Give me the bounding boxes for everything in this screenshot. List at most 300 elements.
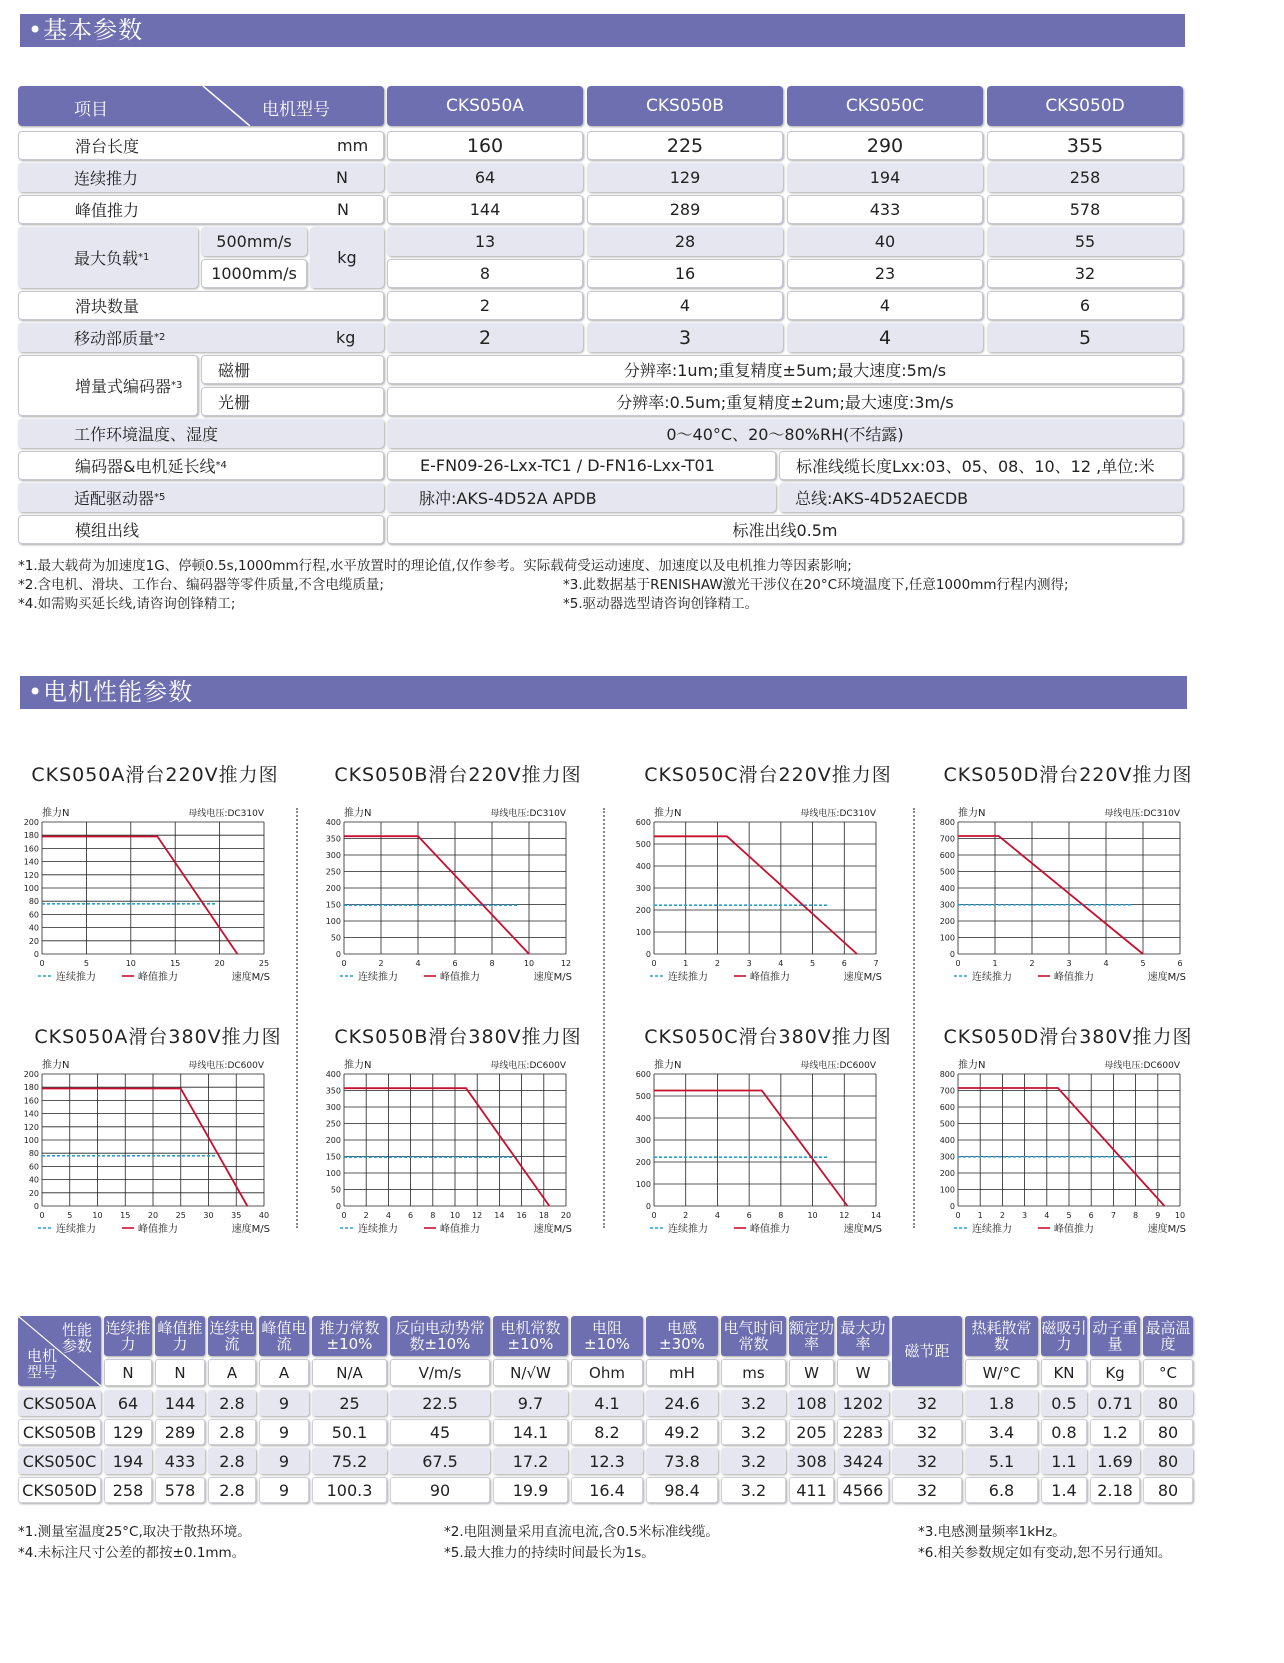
chart-xlabel: 速度M/S (1147, 972, 1186, 983)
chart-ylabel: 推力N (344, 1060, 372, 1071)
row-label: 连续推力 (74, 169, 139, 188)
environment-value: 0～40°C、20～80%RH(不结露) (387, 419, 1183, 448)
chart-title: CKS050B滑台380V推力图 (334, 1026, 582, 1048)
perf-header-cell: 磁节距 (892, 1316, 962, 1386)
perf-value-cell: 578 (155, 1477, 205, 1503)
value-cell: 160 (387, 131, 583, 160)
y-tick-label: 180 (23, 831, 39, 841)
perf-value-cell: 49.2 (646, 1419, 718, 1445)
value-cell: 28 (587, 227, 783, 256)
row-moving-mass (18, 323, 384, 352)
perf-value-cell: 2.8 (208, 1419, 256, 1445)
chart-bus-voltage: 母线电压:DC600V (490, 1061, 566, 1071)
y-tick-label: 200 (939, 1169, 955, 1178)
perf-header-cell: 反向电动势常数±10% (390, 1316, 490, 1356)
y-tick-label: 120 (23, 1122, 39, 1132)
x-tick-label: 5 (810, 959, 816, 968)
chart-xlabel: 速度M/S (533, 972, 572, 983)
perf-value-cell: 32 (892, 1448, 962, 1474)
row-continuous-force (18, 163, 384, 192)
y-tick-label: 40 (28, 923, 39, 933)
thrust-chart-a-220v (14, 800, 276, 986)
chart-xlabel: 速度M/S (843, 972, 882, 983)
thrust-chart-b-380v (316, 1052, 578, 1238)
x-tick-label: 9 (1155, 1211, 1161, 1220)
perf-header-cell: 连续电流 (208, 1316, 256, 1356)
section-title-performance: •电机性能参数 (20, 676, 1187, 709)
perf-unit-cell: N/√W (493, 1359, 568, 1386)
y-tick-label: 80 (28, 1149, 39, 1159)
perf-row-model: CKS050C (18, 1448, 101, 1474)
value-cell: 2 (387, 323, 583, 352)
y-tick-label: 500 (939, 1119, 955, 1129)
y-tick-label: 120 (23, 870, 39, 880)
perf-value-cell: 289 (155, 1419, 205, 1445)
chart-bus-voltage: 母线电压:DC600V (800, 1061, 876, 1071)
divider (913, 808, 915, 1228)
perf-header-cell: 动子重量 (1090, 1316, 1140, 1356)
header-model-a: CKS050A (387, 86, 583, 126)
x-tick-label: 4 (415, 959, 421, 968)
perf-corner (18, 1316, 101, 1386)
y-tick-label: 200 (939, 917, 955, 926)
perf-value-cell: 2.8 (208, 1448, 256, 1474)
y-tick-label: 100 (635, 1180, 651, 1189)
perf-value-cell: 144 (155, 1390, 205, 1416)
y-tick-label: 300 (939, 1152, 955, 1162)
corner-bottom-label: 电机型号 (26, 1347, 57, 1381)
footnote-mark: *2 (154, 332, 166, 343)
perf-note-6: *6.相关参数规定如有变动,恕不另行通知。 (918, 1545, 1172, 1561)
series-peak-force (344, 836, 529, 954)
x-tick-label: 2 (378, 959, 384, 968)
perf-value-cell: 1.69 (1090, 1448, 1140, 1474)
perf-unit-cell: A (208, 1359, 256, 1386)
x-tick-label: 30 (203, 1211, 214, 1220)
y-tick-label: 100 (635, 928, 651, 937)
y-tick-label: 400 (325, 818, 341, 827)
chart-ylabel: 推力N (654, 808, 682, 819)
y-tick-label: 20 (28, 1188, 39, 1198)
header-model-d: CKS050D (987, 86, 1183, 126)
perf-row-model: CKS050B (18, 1419, 101, 1445)
x-tick-label: 12 (472, 1211, 483, 1220)
y-tick-label: 200 (325, 1136, 341, 1145)
divider (603, 808, 605, 1228)
y-tick-label: 800 (939, 818, 955, 827)
perf-value-cell: 73.8 (646, 1448, 718, 1474)
perf-value-cell: 3.2 (721, 1477, 786, 1503)
y-tick-label: 200 (635, 1158, 651, 1167)
perf-value-cell: 9 (259, 1448, 309, 1474)
x-tick-label: 3 (746, 959, 752, 968)
series-peak-force (958, 836, 1143, 954)
chart-bus-voltage: 母线电压:DC310V (490, 809, 566, 819)
x-tick-label: 8 (430, 1211, 436, 1220)
perf-value-cell: 64 (104, 1390, 152, 1416)
legend-peak-label: 峰值推力 (138, 972, 178, 983)
x-tick-label: 8 (778, 1211, 784, 1220)
perf-value-cell: 1.1 (1041, 1448, 1087, 1474)
perf-header-cell: 电阻±10% (571, 1316, 643, 1356)
row-label: 适配驱动器 (74, 489, 155, 508)
y-tick-label: 400 (635, 862, 651, 871)
y-tick-label: 300 (325, 851, 341, 860)
y-tick-label: 150 (325, 900, 341, 910)
value-cell: 4 (787, 291, 983, 320)
x-tick-label: 15 (170, 959, 181, 968)
value-cell: 23 (787, 259, 983, 288)
y-tick-label: 100 (939, 933, 955, 943)
value-cell: 289 (587, 195, 783, 224)
series-peak-force (42, 837, 237, 954)
row-peak-force (18, 195, 384, 224)
y-tick-label: 0 (949, 950, 955, 959)
perf-value-cell: 2283 (837, 1419, 889, 1445)
row-label: 工作环境温度、湿度 (74, 425, 219, 444)
perf-value-cell: 3.2 (721, 1390, 786, 1416)
row-environment (18, 419, 384, 448)
y-tick-label: 100 (23, 884, 39, 893)
value-cell: 5 (987, 323, 1183, 352)
perf-value-cell: 194 (104, 1448, 152, 1474)
x-tick-label: 4 (1103, 959, 1109, 968)
y-tick-label: 0 (33, 1202, 39, 1211)
y-tick-label: 300 (635, 884, 651, 893)
header-model-c: CKS050C (787, 86, 983, 126)
value-cell: 225 (587, 131, 783, 160)
perf-value-cell: 8.2 (571, 1419, 643, 1445)
row-outlet (18, 515, 384, 544)
perf-value-cell: 3.2 (721, 1419, 786, 1445)
perf-header-cell: 最高温度 (1143, 1316, 1193, 1356)
chart-xlabel: 速度M/S (533, 1224, 572, 1235)
perf-note-4: *4.未标注尺寸公差的都按±0.1mm。 (18, 1545, 246, 1561)
x-tick-label: 10 (92, 1211, 103, 1220)
perf-value-cell: 433 (155, 1448, 205, 1474)
perf-header-cell: 热耗散常数 (965, 1316, 1038, 1356)
perf-value-cell: 5.1 (965, 1448, 1038, 1474)
note-1: *1.最大载荷为加速度1G、停顿0.5s,1000mm行程,水平放置时的理论值,仅作参考。实际载荷受运动速度、加速度以及电机推力等因素影响; (18, 558, 852, 574)
series-peak-force (654, 836, 857, 954)
chart-bus-voltage: 母线电压:DC310V (800, 809, 876, 819)
row-driver (18, 483, 384, 512)
perf-value-cell: 14.1 (493, 1419, 568, 1445)
chart-title: CKS050C滑台380V推力图 (644, 1026, 892, 1048)
x-tick-label: 8 (489, 959, 495, 968)
x-tick-label: 16 (516, 1211, 527, 1220)
encoder-optical: 光栅 (201, 387, 384, 416)
x-tick-label: 2 (999, 1211, 1005, 1220)
y-tick-label: 0 (33, 950, 39, 959)
y-tick-label: 250 (325, 867, 341, 877)
legend-continuous-label: 连续推力 (56, 1224, 96, 1235)
perf-value-cell: 80 (1143, 1477, 1193, 1503)
perf-note-3: *3.电感测量频率1kHz。 (918, 1524, 1066, 1540)
value-cell: 194 (787, 163, 983, 192)
x-tick-label: 6 (841, 959, 847, 968)
y-tick-label: 100 (939, 1185, 955, 1195)
x-tick-label: 14 (870, 1211, 882, 1220)
perf-unit-cell: W (837, 1359, 889, 1386)
y-tick-label: 100 (23, 1136, 39, 1145)
perf-value-cell: 90 (390, 1477, 490, 1503)
x-tick-label: 5 (67, 1211, 73, 1220)
y-tick-label: 200 (23, 1070, 39, 1079)
x-tick-label: 20 (214, 959, 225, 968)
chart-title: CKS050D滑台220V推力图 (943, 764, 1193, 786)
perf-header-cell: 电机常数±10% (493, 1316, 568, 1356)
x-tick-label: 0 (39, 1211, 45, 1220)
perf-unit-cell: °C (1143, 1359, 1193, 1386)
perf-value-cell: 3.2 (721, 1448, 786, 1474)
x-tick-label: 0 (955, 959, 961, 968)
x-tick-label: 6 (746, 1211, 752, 1220)
y-tick-label: 140 (23, 857, 39, 867)
perf-value-cell: 80 (1143, 1448, 1193, 1474)
legend-peak-label: 峰值推力 (440, 1224, 480, 1235)
legend-continuous-label: 连续推力 (668, 972, 708, 983)
y-tick-label: 300 (325, 1103, 341, 1112)
perf-header-cell: 电感±30% (646, 1316, 718, 1356)
x-tick-label: 6 (1177, 959, 1183, 968)
y-tick-label: 600 (939, 851, 955, 860)
y-tick-label: 400 (939, 1136, 955, 1145)
max-load-unit: kg (310, 227, 384, 288)
x-tick-label: 10 (1174, 1211, 1186, 1220)
chart-bus-voltage: 母线电压:DC310V (1104, 809, 1180, 819)
legend-peak-label: 峰值推力 (440, 972, 480, 983)
x-tick-label: 5 (83, 959, 89, 968)
perf-unit-cell: W/°C (965, 1359, 1038, 1386)
value-cell: 13 (387, 227, 583, 256)
perf-value-cell: 9.7 (493, 1390, 568, 1416)
chart-bus-voltage: 母线电压:DC310V (188, 809, 264, 819)
legend-continuous-label: 连续推力 (668, 1224, 708, 1235)
value-cell: 3 (587, 323, 783, 352)
legend-peak-label: 峰值推力 (750, 1224, 790, 1235)
row-unit: kg (336, 328, 356, 347)
perf-value-cell: 4566 (837, 1477, 889, 1503)
y-tick-label: 400 (325, 1070, 341, 1079)
perf-row-model: CKS050A (18, 1390, 101, 1416)
thrust-chart-d-380v (930, 1052, 1192, 1238)
perf-note-1: *1.测量室温度25°C,取决于散热环境。 (18, 1524, 251, 1540)
perf-value-cell: 67.5 (390, 1448, 490, 1474)
perf-unit-cell: W (789, 1359, 834, 1386)
header-item-label: 项目 (74, 100, 108, 120)
perf-note-5: *5.最大推力的持续时间最长为1s。 (444, 1545, 655, 1561)
perf-unit-cell: N/A (312, 1359, 387, 1386)
row-encoder (18, 355, 198, 416)
x-tick-label: 6 (452, 959, 458, 968)
y-tick-label: 300 (939, 900, 955, 910)
chart-title: CKS050D滑台380V推力图 (943, 1026, 1193, 1048)
value-cell: 433 (787, 195, 983, 224)
perf-value-cell: 3.4 (965, 1419, 1038, 1445)
chart-xlabel: 速度M/S (1147, 1224, 1186, 1235)
perf-value-cell: 32 (892, 1477, 962, 1503)
perf-value-cell: 2.8 (208, 1390, 256, 1416)
value-cell: 258 (987, 163, 1183, 192)
y-tick-label: 50 (330, 933, 341, 943)
perf-value-cell: 205 (789, 1419, 834, 1445)
note-2: *2.含电机、滑块、工作台、编码器等零件质量,不含电缆质量; (18, 577, 384, 593)
y-tick-label: 350 (325, 834, 341, 844)
chart-bus-voltage: 母线电压:DC600V (188, 1061, 264, 1071)
note-4: *4.如需购买延长线,请咨询创锋精工; (18, 596, 236, 612)
value-cell: 144 (387, 195, 583, 224)
driver-bus: 总线:AKS-4D52AECDB (779, 483, 1183, 512)
extension-cable-length: 标准线缆长度Lxx:03、05、08、10、12 ,单位:米 (779, 451, 1183, 480)
perf-header-cell: 电气时间常数 (721, 1316, 786, 1356)
chart-title: CKS050B滑台220V推力图 (334, 764, 582, 786)
y-tick-label: 160 (23, 844, 39, 854)
table-header-item-model (18, 86, 384, 126)
perf-header-cell: 推力常数±10% (312, 1316, 387, 1356)
chart-ylabel: 推力N (42, 808, 70, 819)
y-tick-label: 350 (325, 1086, 341, 1096)
x-tick-label: 0 (341, 1211, 347, 1220)
chart-xlabel: 速度M/S (843, 1224, 882, 1235)
y-tick-label: 500 (939, 867, 955, 877)
legend-peak-label: 峰值推力 (1054, 1224, 1094, 1235)
thrust-chart-b-220v (316, 800, 578, 986)
perf-unit-cell: N (155, 1359, 205, 1386)
y-tick-label: 600 (939, 1103, 955, 1112)
x-tick-label: 14 (494, 1211, 505, 1220)
y-tick-label: 400 (939, 884, 955, 893)
y-tick-label: 200 (635, 906, 651, 915)
perf-value-cell: 308 (789, 1448, 834, 1474)
row-label: 最大负载 (74, 249, 139, 268)
x-tick-label: 0 (341, 959, 347, 968)
y-tick-label: 0 (645, 1202, 651, 1211)
chart-ylabel: 推力N (344, 808, 372, 819)
x-tick-label: 0 (651, 1211, 657, 1220)
x-tick-label: 4 (714, 1211, 720, 1220)
value-cell: 40 (787, 227, 983, 256)
perf-value-cell: 9 (259, 1419, 309, 1445)
perf-unit-cell: KN (1041, 1359, 1087, 1386)
x-tick-label: 12 (560, 959, 572, 968)
perf-unit-cell: mH (646, 1359, 718, 1386)
y-tick-label: 200 (325, 884, 341, 893)
perf-header-cell: 连续推力 (104, 1316, 152, 1356)
value-cell: 6 (987, 291, 1183, 320)
row-unit: mm (337, 136, 369, 155)
x-tick-label: 3 (1066, 959, 1072, 968)
y-tick-label: 200 (23, 818, 39, 827)
y-tick-label: 60 (28, 1162, 39, 1172)
x-tick-label: 2 (1029, 959, 1035, 968)
y-tick-label: 100 (325, 1169, 341, 1178)
perf-value-cell: 98.4 (646, 1477, 718, 1503)
perf-value-cell: 80 (1143, 1390, 1193, 1416)
header-model-label: 电机型号 (262, 100, 330, 120)
x-tick-label: 0 (39, 959, 45, 968)
value-cell: 4 (787, 323, 983, 352)
perf-value-cell: 19.9 (493, 1477, 568, 1503)
note-5: *5.驱动器选型请咨询创锋精工。 (563, 596, 759, 612)
perf-value-cell: 22.5 (390, 1390, 490, 1416)
y-tick-label: 0 (335, 950, 341, 959)
perf-value-cell: 0.71 (1090, 1390, 1140, 1416)
x-tick-label: 4 (778, 959, 784, 968)
y-tick-label: 500 (635, 840, 651, 849)
perf-value-cell: 129 (104, 1419, 152, 1445)
thrust-chart-c-220v (626, 800, 888, 986)
x-tick-label: 25 (175, 1211, 186, 1220)
y-tick-label: 100 (325, 917, 341, 926)
y-tick-label: 150 (325, 1152, 341, 1162)
value-cell: 64 (387, 163, 583, 192)
row-unit: N (337, 200, 349, 219)
perf-value-cell: 45 (390, 1419, 490, 1445)
perf-value-cell: 9 (259, 1390, 309, 1416)
chart-title: CKS050C滑台220V推力图 (644, 764, 892, 786)
y-tick-label: 0 (949, 1202, 955, 1211)
y-tick-label: 400 (635, 1114, 651, 1123)
legend-continuous-label: 连续推力 (972, 1224, 1012, 1235)
footnote-mark: *5 (154, 492, 166, 503)
row-label: 滑台长度 (75, 137, 140, 156)
x-tick-label: 0 (955, 1211, 961, 1220)
perf-value-cell: 1202 (837, 1390, 889, 1416)
y-tick-label: 0 (645, 950, 651, 959)
divider (296, 808, 298, 1228)
x-tick-label: 15 (120, 1211, 131, 1220)
y-tick-label: 700 (939, 834, 955, 844)
x-tick-label: 6 (1088, 1211, 1094, 1220)
perf-value-cell: 9 (259, 1477, 309, 1503)
footnote-mark: *3 (171, 380, 183, 391)
perf-value-cell: 0.5 (1041, 1390, 1087, 1416)
perf-unit-cell: N (104, 1359, 152, 1386)
x-tick-label: 5 (1066, 1211, 1072, 1220)
x-tick-label: 10 (449, 1211, 461, 1220)
perf-value-cell: 24.6 (646, 1390, 718, 1416)
perf-header-cell: 磁吸引力 (1041, 1316, 1087, 1356)
x-tick-label: 20 (560, 1211, 572, 1220)
value-cell: 129 (587, 163, 783, 192)
encoder-magnetic: 磁栅 (201, 355, 384, 384)
legend-peak-label: 峰值推力 (1054, 972, 1094, 983)
extension-cable-model: E-FN09-26-Lxx-TC1 / D-FN16-Lxx-T01 (387, 451, 776, 480)
perf-value-cell: 1.2 (1090, 1419, 1140, 1445)
x-tick-label: 20 (147, 1211, 159, 1220)
chart-ylabel: 推力N (42, 1060, 70, 1071)
x-tick-label: 25 (258, 959, 270, 968)
perf-value-cell: 75.2 (312, 1448, 387, 1474)
encoder-magnetic-spec: 分辨率:1um;重复精度±5um;最大速度:5m/s (387, 355, 1183, 384)
legend-peak-label: 峰值推力 (750, 972, 790, 983)
perf-value-cell: 1.4 (1041, 1477, 1087, 1503)
corner-top-label: 性能参数 (61, 1321, 92, 1355)
legend-continuous-label: 连续推力 (972, 972, 1012, 983)
max-load-speed-1: 500mm/s (201, 227, 307, 256)
x-tick-label: 3 (1022, 1211, 1028, 1220)
y-tick-label: 50 (330, 1185, 341, 1195)
value-cell: 32 (987, 259, 1183, 288)
y-tick-label: 180 (23, 1083, 39, 1093)
perf-header-cell: 峰值推力 (155, 1316, 205, 1356)
perf-value-cell: 2.8 (208, 1477, 256, 1503)
value-cell: 355 (987, 131, 1183, 160)
perf-note-2: *2.电阻测量采用直流电流,含0.5米标准线缆。 (444, 1524, 719, 1540)
perf-header-cell: 峰值电流 (259, 1316, 309, 1356)
driver-pulse: 脉冲:AKS-4D52A APDB (387, 483, 776, 512)
